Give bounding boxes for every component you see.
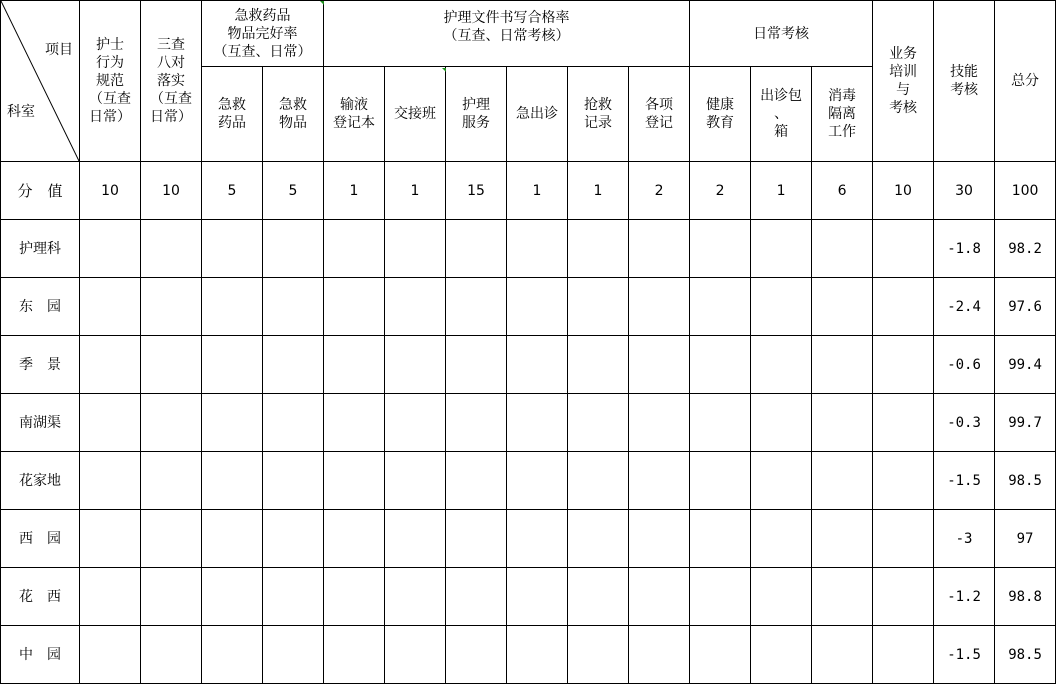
empty-cell	[324, 278, 385, 336]
header-emergency-drugs: 急救 药品	[202, 67, 263, 162]
empty-cell	[80, 394, 141, 452]
score-value: 6	[812, 162, 873, 220]
empty-cell	[812, 336, 873, 394]
empty-cell	[202, 336, 263, 394]
empty-cell	[751, 394, 812, 452]
empty-cell	[446, 220, 507, 278]
empty-cell	[812, 278, 873, 336]
empty-cell	[202, 278, 263, 336]
empty-cell	[446, 510, 507, 568]
dept-name: 季 景	[1, 336, 80, 394]
header-disinfection: 消毒 隔离 工作	[812, 67, 873, 162]
empty-cell	[141, 452, 202, 510]
empty-cell	[873, 568, 934, 626]
score-value: 10	[873, 162, 934, 220]
empty-cell	[385, 568, 446, 626]
dept-name: 东 园	[1, 278, 80, 336]
empty-cell	[385, 452, 446, 510]
empty-cell	[629, 568, 690, 626]
dept-name: 中 园	[1, 626, 80, 684]
skill-score: -1.5	[934, 626, 995, 684]
empty-cell	[507, 336, 568, 394]
empty-cell	[507, 220, 568, 278]
empty-cell	[202, 568, 263, 626]
empty-cell	[812, 220, 873, 278]
empty-cell	[202, 394, 263, 452]
score-value: 15	[446, 162, 507, 220]
score-value: 5	[263, 162, 324, 220]
empty-cell	[263, 220, 324, 278]
total-score: 99.7	[995, 394, 1056, 452]
empty-cell	[446, 626, 507, 684]
empty-cell	[80, 568, 141, 626]
score-value: 10	[141, 162, 202, 220]
empty-cell	[202, 510, 263, 568]
header-training: 业务 培训 与 考核	[873, 1, 934, 162]
total-score: 97	[995, 510, 1056, 568]
empty-cell	[507, 452, 568, 510]
empty-cell	[324, 452, 385, 510]
empty-cell	[629, 626, 690, 684]
empty-cell	[446, 568, 507, 626]
header-skill: 技能 考核	[934, 1, 995, 162]
corner-label-item: 项目	[45, 42, 73, 58]
total-score: 98.2	[995, 220, 1056, 278]
score-value: 1	[385, 162, 446, 220]
header-various-register: 各项 登记	[629, 67, 690, 162]
dept-name: 护理科	[1, 220, 80, 278]
empty-cell	[751, 278, 812, 336]
empty-cell	[873, 336, 934, 394]
header-group-docs: 护理文件书写合格率 （互查、日常考核）	[324, 1, 690, 67]
skill-score: -1.5	[934, 452, 995, 510]
empty-cell	[80, 510, 141, 568]
header-emergency-items: 急救 物品	[263, 67, 324, 162]
total-score: 99.4	[995, 336, 1056, 394]
comment-marker	[442, 68, 446, 72]
empty-cell	[80, 452, 141, 510]
empty-cell	[324, 336, 385, 394]
empty-cell	[751, 626, 812, 684]
table-row	[1, 510, 1056, 568]
empty-cell	[812, 394, 873, 452]
empty-cell	[690, 510, 751, 568]
empty-cell	[141, 220, 202, 278]
dept-name: 花家地	[1, 452, 80, 510]
score-value: 10	[80, 162, 141, 220]
empty-cell	[324, 626, 385, 684]
empty-cell	[690, 626, 751, 684]
score-row-label: 分 值	[1, 162, 80, 220]
dept-name: 花 西	[1, 568, 80, 626]
empty-cell	[324, 510, 385, 568]
table-row	[1, 568, 1056, 626]
empty-cell	[385, 220, 446, 278]
corner-cell	[1, 1, 80, 162]
empty-cell	[873, 394, 934, 452]
empty-cell	[812, 568, 873, 626]
header-rescue-record: 抢救 记录	[568, 67, 629, 162]
empty-cell	[690, 220, 751, 278]
empty-cell	[568, 452, 629, 510]
empty-cell	[385, 394, 446, 452]
score-value: 100	[995, 162, 1056, 220]
empty-cell	[324, 568, 385, 626]
header-infusion-register: 输液 登记本	[324, 67, 385, 162]
empty-cell	[141, 568, 202, 626]
header-health-education: 健康 教育	[690, 67, 751, 162]
header-outcall-kit: 出诊包 、 箱	[751, 67, 812, 162]
skill-score: -1.2	[934, 568, 995, 626]
empty-cell	[568, 220, 629, 278]
empty-cell	[568, 336, 629, 394]
header-group-daily: 日常考核	[690, 1, 873, 67]
empty-cell	[202, 626, 263, 684]
empty-cell	[446, 394, 507, 452]
skill-score: -3	[934, 510, 995, 568]
empty-cell	[263, 336, 324, 394]
table-row	[1, 278, 1056, 336]
total-score: 98.8	[995, 568, 1056, 626]
empty-cell	[324, 394, 385, 452]
empty-cell	[629, 278, 690, 336]
empty-cell	[385, 626, 446, 684]
empty-cell	[141, 336, 202, 394]
score-row	[1, 162, 1056, 220]
diagonal-line	[1, 1, 79, 161]
empty-cell	[568, 626, 629, 684]
header-behavior: 护士 行为 规范 （互查 日常）	[80, 1, 141, 162]
header-total: 总分	[995, 1, 1056, 162]
empty-cell	[568, 568, 629, 626]
empty-cell	[812, 626, 873, 684]
empty-cell	[263, 394, 324, 452]
empty-cell	[690, 452, 751, 510]
empty-cell	[80, 278, 141, 336]
empty-cell	[263, 568, 324, 626]
empty-cell	[751, 220, 812, 278]
empty-cell	[80, 336, 141, 394]
score-value: 1	[751, 162, 812, 220]
score-value: 1	[324, 162, 385, 220]
empty-cell	[446, 278, 507, 336]
empty-cell	[629, 394, 690, 452]
empty-cell	[507, 626, 568, 684]
empty-cell	[751, 510, 812, 568]
empty-cell	[690, 278, 751, 336]
empty-cell	[141, 510, 202, 568]
empty-cell	[629, 452, 690, 510]
empty-cell	[812, 510, 873, 568]
table-row	[1, 452, 1056, 510]
skill-score: -1.8	[934, 220, 995, 278]
score-value: 2	[629, 162, 690, 220]
empty-cell	[873, 452, 934, 510]
header-handover: 交接班	[385, 67, 446, 162]
empty-cell	[751, 452, 812, 510]
score-value: 30	[934, 162, 995, 220]
empty-cell	[629, 336, 690, 394]
total-score: 98.5	[995, 452, 1056, 510]
empty-cell	[263, 626, 324, 684]
empty-cell	[385, 278, 446, 336]
header-row-1	[1, 1, 1056, 67]
empty-cell	[263, 452, 324, 510]
dept-name: 西 园	[1, 510, 80, 568]
header-emergency-call: 急出诊	[507, 67, 568, 162]
empty-cell	[446, 336, 507, 394]
header-group-drugs: 急救药品 物品完好率 （互查、日常）	[202, 1, 324, 67]
empty-cell	[873, 278, 934, 336]
score-value: 2	[690, 162, 751, 220]
comment-marker	[320, 1, 324, 5]
empty-cell	[141, 278, 202, 336]
score-value: 1	[507, 162, 568, 220]
table-row	[1, 220, 1056, 278]
empty-cell	[80, 626, 141, 684]
header-sancha: 三查 八对 落实 （互查 日常）	[141, 1, 202, 162]
corner-label-dept: 科室	[7, 104, 35, 120]
empty-cell	[507, 510, 568, 568]
empty-cell	[80, 220, 141, 278]
empty-cell	[873, 626, 934, 684]
empty-cell	[507, 278, 568, 336]
empty-cell	[202, 452, 263, 510]
total-score: 97.6	[995, 278, 1056, 336]
empty-cell	[324, 220, 385, 278]
empty-cell	[568, 278, 629, 336]
header-nursing-service: 护理 服务	[446, 67, 507, 162]
empty-cell	[690, 568, 751, 626]
empty-cell	[507, 394, 568, 452]
empty-cell	[812, 452, 873, 510]
empty-cell	[141, 394, 202, 452]
table-row	[1, 394, 1056, 452]
empty-cell	[263, 510, 324, 568]
dept-name: 南湖渠	[1, 394, 80, 452]
empty-cell	[568, 394, 629, 452]
score-value: 1	[568, 162, 629, 220]
empty-cell	[751, 568, 812, 626]
skill-score: -2.4	[934, 278, 995, 336]
score-value: 5	[202, 162, 263, 220]
empty-cell	[629, 510, 690, 568]
empty-cell	[263, 278, 324, 336]
empty-cell	[385, 336, 446, 394]
empty-cell	[629, 220, 690, 278]
empty-cell	[568, 510, 629, 568]
empty-cell	[690, 394, 751, 452]
empty-cell	[751, 336, 812, 394]
total-score: 98.5	[995, 626, 1056, 684]
empty-cell	[446, 452, 507, 510]
empty-cell	[690, 336, 751, 394]
table-row	[1, 626, 1056, 684]
empty-cell	[141, 626, 202, 684]
skill-score: -0.3	[934, 394, 995, 452]
empty-cell	[873, 510, 934, 568]
skill-score: -0.6	[934, 336, 995, 394]
empty-cell	[507, 568, 568, 626]
empty-cell	[385, 510, 446, 568]
table-row	[1, 336, 1056, 394]
empty-cell	[873, 220, 934, 278]
empty-cell	[202, 220, 263, 278]
